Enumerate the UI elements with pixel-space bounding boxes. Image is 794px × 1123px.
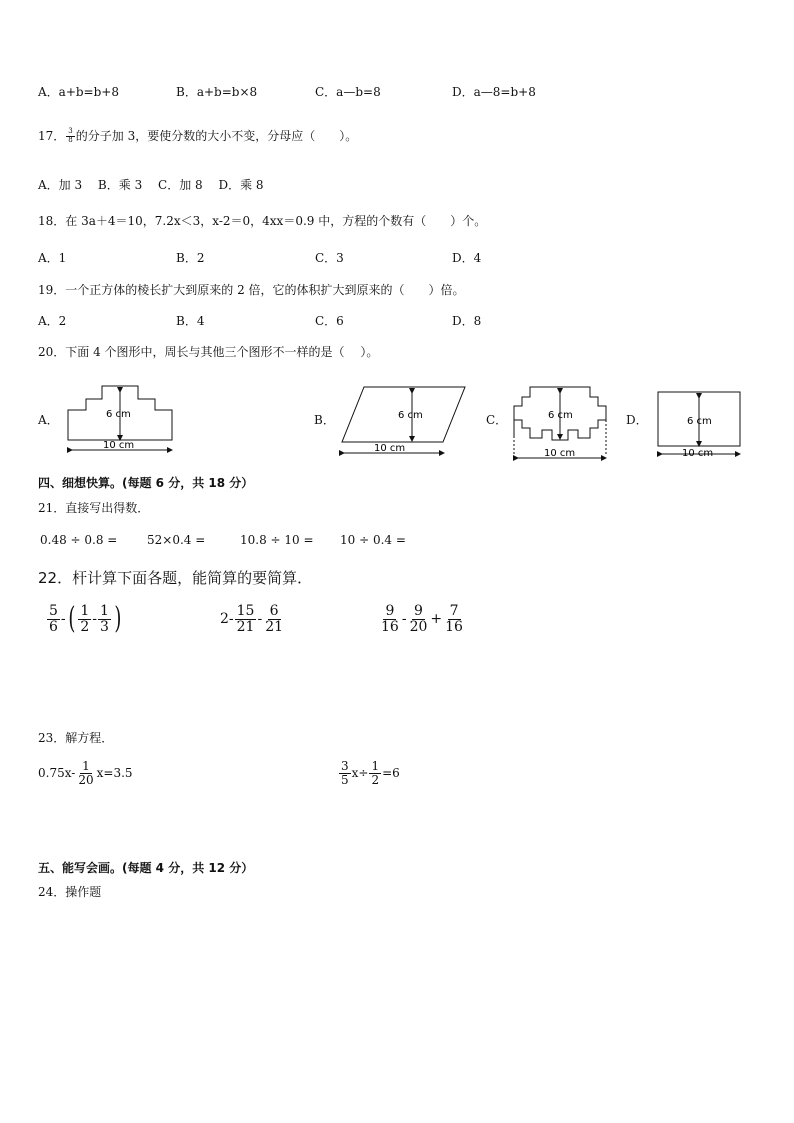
q22-e3-c-num: 7: [449, 603, 459, 619]
q22-e3-a-num: 9: [385, 603, 395, 619]
figure-d-height-label: 6 cm: [687, 416, 712, 427]
q18-question: 18．在 3a＋4＝10，7.2x＜3，x-2＝0，4xx＝0.9 中，方程的个数有（ ）个。: [38, 214, 487, 228]
figure-c-width-label: 10 cm: [544, 448, 576, 459]
q23-eq2-b-den: 2: [371, 772, 380, 787]
q22-e1-a-num: 5: [49, 603, 58, 619]
section-5-title: 五、能写会画。(每题 4 分，共 12 分）: [38, 861, 254, 875]
section-4-title: 四、细想快算。(每题 6 分，共 18 分）: [38, 476, 254, 490]
q22-e2-b-num: 6: [269, 603, 279, 619]
q16-option-a: A．a+b=b+8: [38, 85, 119, 99]
q22-e1-inner-minus: -: [92, 611, 98, 628]
q22-e3-b-den: 20: [409, 618, 428, 635]
q22-e2-a-num: 15: [236, 603, 255, 619]
right-paren: ): [114, 601, 122, 637]
q22-e3-a-den: 16: [381, 618, 399, 635]
q22-e2-lead: 2-: [220, 611, 234, 628]
figure-b-parallelogram: [334, 382, 474, 460]
q22-expression-1: [46, 601, 124, 637]
q23-eq1-num: 1: [82, 759, 90, 773]
q23-eq1-den: 20: [78, 772, 94, 787]
q22-expression-3: [378, 604, 466, 634]
q17-frac-numerator: 3: [68, 127, 73, 136]
q23-question: 23．解方程．: [38, 731, 114, 745]
q20-label-c: C．: [486, 413, 508, 427]
figure-b-height-label: 6 cm: [398, 410, 423, 421]
q21-item-1: 0.48 ÷ 0.8 =: [40, 533, 118, 547]
q23-equation-2: [338, 760, 400, 786]
q19-question: 19．一个正方体的棱长扩大到原来的 2 倍，它的体积扩大到原来的（ ）倍。: [38, 283, 465, 297]
q22-e3-plus: +: [430, 611, 443, 628]
q21-item-3: 10.8 ÷ 10 =: [240, 533, 314, 547]
q22-e3-c-den: 16: [445, 618, 463, 635]
q17-text: 的分子加 3，要使分数的大小不变，分母应（ ）。: [75, 129, 358, 143]
q22-question: 22．杆计算下面各题，能简算的要简算．: [38, 569, 313, 587]
figure-c-height-label: 6 cm: [548, 410, 573, 421]
q20-label-d: D．: [626, 413, 648, 427]
q16-option-b: B．a+b=b×8: [176, 85, 258, 99]
q17-question: [38, 128, 357, 144]
q24-question: 24．操作题: [38, 885, 102, 899]
q22-expression-2: [220, 604, 286, 634]
left-paren: (: [68, 601, 76, 637]
q21-question: 21．直接写出得数．: [38, 501, 150, 515]
figure-a-width-label: 10 cm: [103, 440, 135, 451]
q20-question: 20．下面 4 个图形中，周长与其他三个图形不一样的是（ ）。: [38, 345, 379, 359]
figure-d-width-label: 10 cm: [682, 448, 714, 459]
q17-frac-denominator: 8: [68, 135, 73, 144]
q17-number: 17．: [38, 129, 66, 143]
q18-option-c: C．3: [315, 251, 344, 265]
figure-a-height-label: 6 cm: [106, 409, 131, 420]
q18-option-b: B．2: [176, 251, 205, 265]
q22-e1-c-den: 3: [100, 618, 109, 635]
q22-e1-a-den: 6: [49, 618, 58, 635]
q22-e2-a-den: 21: [236, 618, 255, 635]
q23-eq2-a-den: 5: [341, 772, 349, 787]
q20-label-b: B．: [314, 413, 335, 427]
q23-eq1-tail: x=3.5: [96, 766, 133, 781]
q17-fraction: [66, 128, 74, 144]
q22-e2-b-den: 21: [265, 618, 284, 635]
q22-e1-b-num: 1: [80, 603, 90, 619]
figure-a-stepped: [60, 382, 180, 458]
q22-e1-b-den: 2: [80, 618, 90, 635]
q20-label-a: A．: [38, 413, 59, 427]
q19-option-a: A．2: [38, 314, 67, 328]
q23-eq2-tail: =6: [382, 766, 400, 781]
figure-b-width-label: 10 cm: [374, 443, 406, 454]
q17-options: A．加 3 B．乘 3 C．加 8 D．乘 8: [38, 178, 264, 192]
q22-e2-minus: -: [257, 611, 263, 628]
q18-option-d: D．4: [452, 251, 482, 265]
q22-e3-b-num: 9: [414, 603, 423, 619]
q23-eq2-mid: x÷: [351, 766, 369, 781]
q19-option-b: B．4: [176, 314, 205, 328]
q21-item-2: 52×0.4 =: [147, 533, 206, 547]
q23-eq2-b-num: 1: [371, 759, 380, 773]
q19-option-c: C．6: [315, 314, 344, 328]
q23-equation-1: [38, 760, 133, 786]
q23-eq1-lead: 0.75x-: [38, 766, 76, 781]
q21-item-4: 10 ÷ 0.4 =: [340, 533, 406, 547]
q19-option-d: D．8: [452, 314, 482, 328]
q18-option-a: A．1: [38, 251, 67, 265]
q22-e1-minus: -: [60, 611, 66, 628]
q16-option-d: D．a—8=b+8: [452, 85, 536, 99]
q16-option-c: C．a—b=8: [315, 85, 381, 99]
q22-e1-c-num: 1: [100, 603, 109, 619]
q23-eq2-a-num: 3: [341, 759, 349, 773]
q22-e3-minus: -: [401, 611, 407, 628]
figure-c-notched: [506, 382, 610, 464]
figure-d-rectangle: [652, 384, 748, 462]
